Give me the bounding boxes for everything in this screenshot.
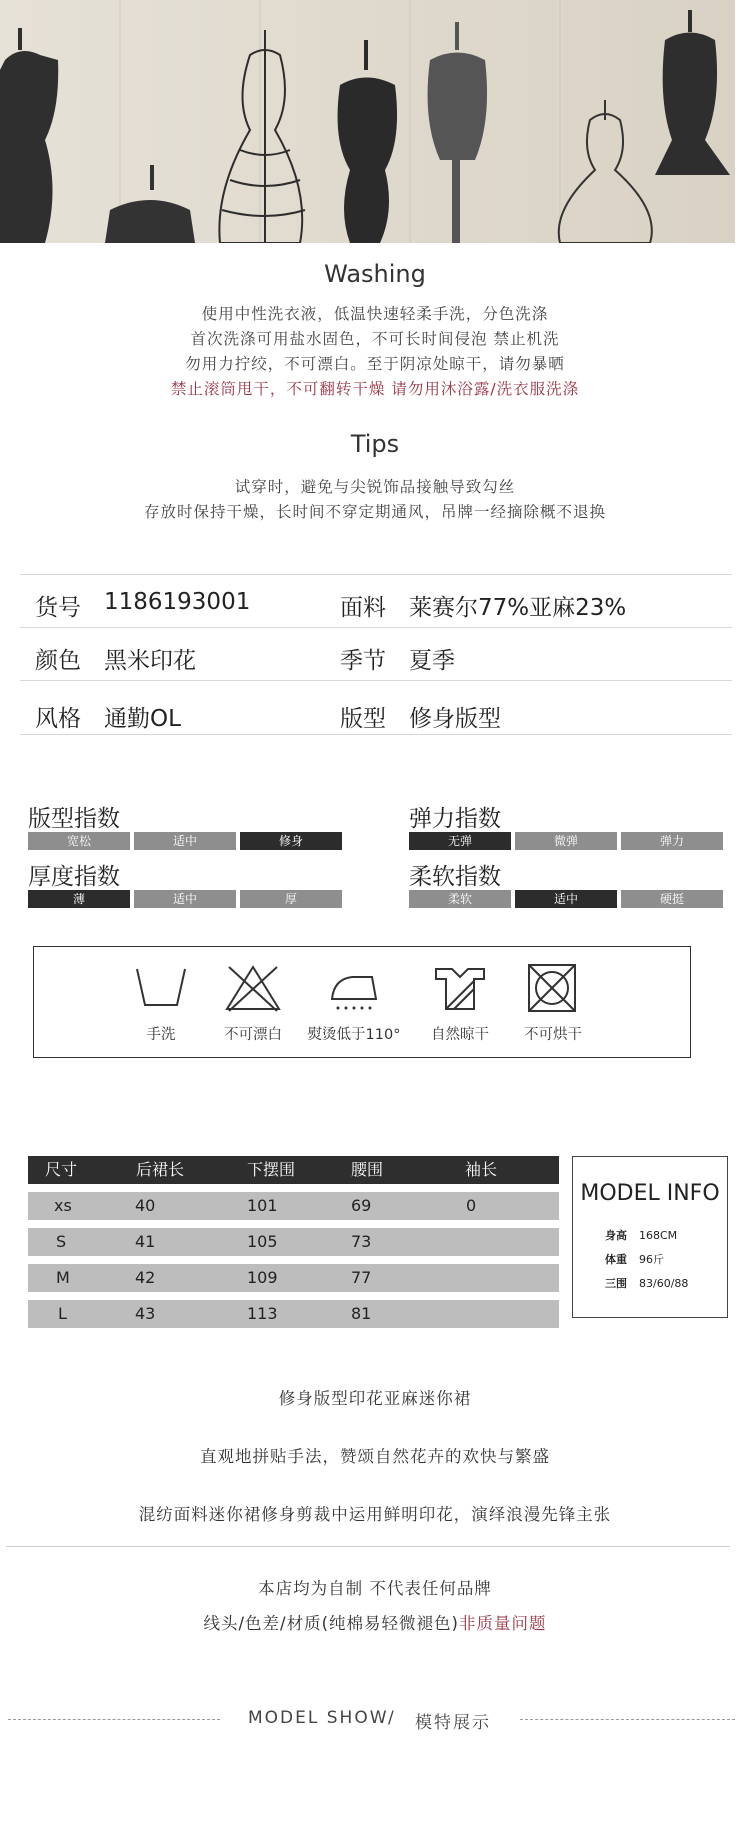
model-info-title: MODEL INFO — [580, 1181, 720, 1206]
index-segment-fit-2: 修身 — [240, 832, 342, 850]
size-cell: 40 — [135, 1196, 156, 1215]
season-label: 季节 — [340, 648, 386, 674]
care-label: 不可漂白 — [224, 1027, 282, 1043]
washing-line-2: 首次洗涤可用盐水固色，不可长时间侵泡 禁止机洗 — [190, 330, 560, 348]
description-line-2: 混纺面料迷你裙修身剪裁中运用鲜明印花，演绎浪漫先锋主张 — [138, 1505, 612, 1524]
index-segment-elastic-2: 弹力 — [621, 832, 723, 850]
item-no-value: 1186193001 — [104, 589, 251, 615]
washing-warning: 禁止滚筒甩干，不可翻转干燥 请勿用沐浴露/洗衣服洗涤 — [170, 380, 580, 398]
fit-value: 修身版型 — [409, 706, 501, 732]
divider — [20, 680, 732, 681]
care-label: 自然晾干 — [431, 1027, 489, 1043]
fabric-value: 莱赛尔77%亚麻23% — [409, 595, 627, 621]
style-label: 风格 — [35, 706, 81, 732]
model-height-value: 168CM — [639, 1229, 678, 1242]
size-cell: 0 — [466, 1196, 477, 1215]
index-segment-fit-0: 宽松 — [28, 832, 130, 850]
notice-text: 线头/色差/材质(纯棉易轻微褪色) — [203, 1614, 459, 1633]
size-header-cell: 后裙长 — [136, 1160, 185, 1179]
model-weight — [605, 1251, 664, 1267]
season-value: 夏季 — [409, 648, 455, 674]
fit-label: 版型 — [340, 706, 386, 732]
size-cell: xs — [54, 1196, 72, 1215]
notice-line-1: 本店均为自制 不代表任何品牌 — [258, 1579, 492, 1598]
washing-title: Washing — [324, 260, 426, 288]
divider — [6, 1546, 730, 1547]
size-header-cell: 腰围 — [351, 1160, 384, 1179]
size-cell: 113 — [247, 1304, 278, 1323]
divider — [20, 574, 732, 575]
model-show-separator: / — [388, 1708, 394, 1728]
care-item — [299, 947, 409, 1044]
size-cell: 105 — [247, 1232, 278, 1251]
index-segment-elastic-0: 无弹 — [409, 832, 511, 850]
size-header-cell: 尺寸 — [45, 1160, 78, 1179]
model-weight-value: 96斤 — [639, 1253, 664, 1266]
color-label: 颜色 — [35, 648, 81, 674]
care-item — [198, 947, 308, 1044]
dashed-divider-left — [8, 1719, 220, 1720]
size-cell: 109 — [247, 1268, 278, 1287]
size-cell: 43 — [135, 1304, 156, 1323]
style-value: 通勤OL — [104, 706, 181, 732]
tips-title: Tips — [350, 430, 400, 458]
size-cell: S — [56, 1232, 67, 1251]
size-cell: L — [58, 1304, 67, 1323]
tips-line-1: 试穿时，避免与尖锐饰品接触导致勾丝 — [234, 478, 516, 496]
care-item — [498, 947, 608, 1044]
notice-red-text: 非质量问题 — [459, 1614, 547, 1633]
table-row — [28, 1192, 559, 1220]
model-info-box — [572, 1156, 728, 1318]
size-cell: 69 — [351, 1196, 372, 1215]
dashed-divider-right — [520, 1719, 735, 1720]
elastic-index-title: 弹力指数 — [409, 806, 501, 832]
size-cell: 81 — [351, 1304, 372, 1323]
model-show-label-cn: 模特展示 — [415, 1713, 491, 1733]
tips-line-2: 存放时保持干燥，长时间不穿定期通风，吊牌一经摘除概不退换 — [143, 503, 606, 521]
size-cell: 77 — [351, 1268, 372, 1287]
model-measure-value: 83/60/88 — [639, 1277, 689, 1290]
size-cell: M — [56, 1268, 70, 1287]
softness-index-title: 柔软指数 — [409, 864, 501, 890]
size-cell: 41 — [135, 1232, 156, 1251]
dry-in-shade-icon — [430, 963, 490, 1013]
care-label: 熨烫低于110° — [307, 1027, 401, 1043]
no-bleach-icon — [223, 963, 283, 1013]
divider — [20, 734, 732, 735]
model-measure-label: 三围 — [605, 1277, 627, 1290]
notice-line-2 — [0, 1610, 750, 1634]
fabric-label: 面料 — [340, 595, 386, 621]
care-label: 手洗 — [146, 1027, 176, 1043]
size-cell: 42 — [135, 1268, 156, 1287]
table-row — [28, 1264, 559, 1292]
no-tumble-dry-icon — [523, 963, 583, 1013]
washing-line-3: 勿用力拧绞，不可漂白。至于阴凉处晾干，请勿暴晒 — [185, 355, 565, 373]
product-title: 修身版型印花亚麻迷你裙 — [278, 1389, 472, 1408]
index-segment-thickness-1: 适中 — [134, 890, 236, 908]
model-height — [605, 1227, 677, 1243]
care-label: 不可烘干 — [524, 1027, 582, 1043]
size-cell: 101 — [247, 1196, 278, 1215]
care-icons-box — [33, 946, 691, 1058]
index-segment-softness-2: 硬挺 — [621, 890, 723, 908]
table-row — [28, 1300, 559, 1328]
size-header-cell: 袖长 — [465, 1160, 498, 1179]
index-segment-thickness-0: 薄 — [28, 890, 130, 908]
model-weight-label: 体重 — [605, 1253, 627, 1266]
mannequin-banner-image — [0, 0, 735, 243]
index-segment-softness-1: 适中 — [515, 890, 617, 908]
index-segment-softness-0: 柔软 — [409, 890, 511, 908]
model-measurements — [605, 1275, 688, 1291]
size-cell: 73 — [351, 1232, 372, 1251]
model-show-label: MODEL SHOW — [248, 1708, 389, 1728]
divider — [20, 627, 732, 628]
size-table-header — [28, 1156, 559, 1184]
description-line-1: 直观地拼贴手法，赞颂自然花卉的欢快与繁盛 — [200, 1447, 550, 1466]
index-segment-fit-1: 适中 — [134, 832, 236, 850]
washing-line-1: 使用中性洗衣液，低温快速轻柔手洗，分色洗涤 — [201, 305, 549, 323]
index-segment-thickness-2: 厚 — [240, 890, 342, 908]
thickness-index-title: 厚度指数 — [28, 864, 120, 890]
table-row — [28, 1228, 559, 1256]
index-segment-elastic-1: 微弹 — [515, 832, 617, 850]
color-value: 黑米印花 — [104, 648, 196, 674]
size-header-cell: 下摆围 — [247, 1160, 296, 1179]
model-height-label: 身高 — [605, 1229, 627, 1242]
hand-wash-icon — [131, 963, 191, 1013]
fit-index-title: 版型指数 — [28, 806, 120, 832]
item-no-label: 货号 — [35, 595, 81, 621]
iron-icon — [324, 963, 384, 1013]
